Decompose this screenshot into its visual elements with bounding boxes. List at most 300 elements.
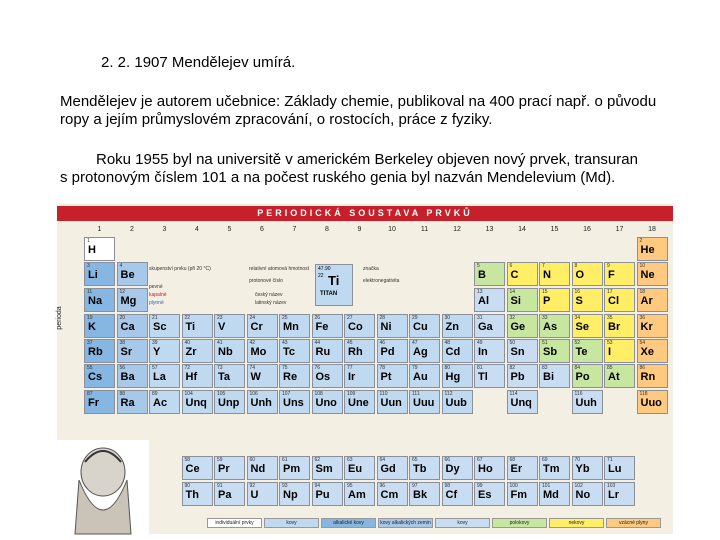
element-number: 63 xyxy=(347,457,353,463)
element-cell-sn xyxy=(507,339,538,363)
element-number: 32 xyxy=(509,315,516,321)
element-cell-th xyxy=(182,482,213,506)
element-symbol: Uno xyxy=(315,397,337,409)
element-cell-c xyxy=(507,262,538,286)
element-number: 92 xyxy=(249,483,256,489)
element-symbol: Sm xyxy=(315,463,333,475)
element-number: 64 xyxy=(379,457,386,463)
element-symbol: Np xyxy=(283,489,298,501)
element-number: 48 xyxy=(444,340,451,346)
element-number: 56 xyxy=(119,365,126,371)
element-number: 62 xyxy=(314,457,321,463)
element-number: 35 xyxy=(607,315,613,321)
group-header-15: 15 xyxy=(550,226,559,233)
element-symbol: Pb xyxy=(510,371,525,383)
element-cell-ca xyxy=(117,314,148,338)
element-cell-mn xyxy=(279,314,310,338)
element-cell-tb xyxy=(409,456,440,480)
element-symbol: Si xyxy=(510,295,521,307)
group-header-1: 1 xyxy=(97,226,102,233)
element-symbol: Cr xyxy=(250,321,263,333)
element-cell-hg xyxy=(442,364,473,388)
element-symbol: Fe xyxy=(315,321,329,333)
element-cell-nb xyxy=(214,339,245,363)
element-cell-sm xyxy=(312,456,343,480)
element-symbol: N xyxy=(543,269,551,281)
element-symbol: C xyxy=(510,269,519,281)
element-symbol: Une xyxy=(348,397,369,409)
element-cell-lr xyxy=(604,482,635,506)
element-cell-bi xyxy=(539,364,570,388)
element-symbol: Er xyxy=(510,463,523,475)
element-number: 65 xyxy=(412,457,418,463)
element-number: 10 xyxy=(639,263,646,269)
element-cell-lu xyxy=(604,456,635,480)
key-symbol-label: značka xyxy=(363,266,379,272)
element-cell-k xyxy=(84,314,115,338)
element-number: 61 xyxy=(282,457,288,463)
element-number: 36 xyxy=(639,315,646,321)
group-header-8: 8 xyxy=(325,226,329,233)
element-cell-f xyxy=(604,262,635,286)
element-number: 87 xyxy=(87,391,93,397)
element-number: 52 xyxy=(574,340,581,346)
element-symbol: I xyxy=(608,346,612,358)
element-number: 23 xyxy=(217,315,223,321)
element-symbol: Ne xyxy=(640,269,655,281)
element-symbol: Tc xyxy=(283,346,296,358)
element-number: 95 xyxy=(347,483,353,489)
element-symbol: Pu xyxy=(315,489,330,501)
element-number: 51 xyxy=(542,340,548,346)
element-number: 100 xyxy=(509,483,518,489)
group-header-4: 4 xyxy=(195,226,199,233)
element-symbol: Unq xyxy=(185,397,207,409)
element-symbol: Rb xyxy=(88,346,103,358)
element-cell-ce xyxy=(182,456,213,480)
element-cell-co xyxy=(344,314,375,338)
key-solid: pevné xyxy=(149,284,163,290)
element-cell-uuu xyxy=(409,390,440,414)
element-number: 37 xyxy=(87,340,93,346)
element-symbol: At xyxy=(608,371,620,383)
element-number: 58 xyxy=(184,457,191,463)
element-cell-ho xyxy=(474,456,505,480)
element-cell-pb xyxy=(507,364,538,388)
element-cell-in xyxy=(474,339,505,363)
element-symbol: Uuu xyxy=(413,397,435,409)
element-number: 12 xyxy=(119,289,126,295)
element-symbol: Sb xyxy=(543,346,558,358)
element-cell-ar xyxy=(637,288,668,312)
legend-item: individuální prvky xyxy=(207,518,262,528)
element-symbol: Cu xyxy=(413,321,428,333)
element-symbol: Am xyxy=(348,489,366,501)
element-symbol: Ga xyxy=(478,321,493,333)
element-number: 99 xyxy=(477,483,483,489)
element-cell-uuo xyxy=(637,390,668,414)
paragraph-2-line-2: s protonovým číslem 101 a na počest ruského genia byl nazván Mendelevium (Md). xyxy=(60,169,616,186)
element-number: 45 xyxy=(347,340,353,346)
element-cell-s xyxy=(572,288,603,312)
element-symbol: Hf xyxy=(185,371,198,383)
element-cell-pa xyxy=(214,482,245,506)
element-number: 5 xyxy=(477,263,480,269)
element-symbol: Fr xyxy=(88,397,99,409)
element-cell-tl xyxy=(474,364,505,388)
element-cell-ti xyxy=(182,314,213,338)
element-number: 33 xyxy=(542,315,548,321)
element-cell-ta xyxy=(214,364,245,388)
element-number: 82 xyxy=(509,365,516,371)
element-number: 31 xyxy=(477,315,483,321)
element-number: 98 xyxy=(444,483,451,489)
element-number: 118 xyxy=(639,391,648,397)
element-cell-er xyxy=(507,456,538,480)
element-number: 97 xyxy=(412,483,418,489)
element-symbol: Tl xyxy=(478,371,488,383)
element-cell-unq xyxy=(182,390,213,414)
element-symbol: B xyxy=(478,269,486,281)
element-cell-rn xyxy=(637,364,668,388)
element-cell-ba xyxy=(117,364,148,388)
key-liquid: kapalné xyxy=(149,292,167,298)
element-number: 1 xyxy=(87,238,90,244)
element-symbol: Mo xyxy=(250,346,267,358)
element-cell-rh xyxy=(344,339,375,363)
element-symbol: Es xyxy=(478,489,492,501)
element-symbol: Be xyxy=(120,269,135,281)
element-symbol: W xyxy=(250,371,261,383)
element-symbol: Ac xyxy=(153,397,168,409)
element-symbol: Br xyxy=(608,321,621,333)
element-symbol: Co xyxy=(348,321,363,333)
key-example-cell xyxy=(315,264,353,306)
element-number: 19 xyxy=(87,315,93,321)
element-number: 103 xyxy=(607,483,616,489)
element-cell-ir xyxy=(344,364,375,388)
element-cell-pt xyxy=(377,364,408,388)
legend-item: kovy xyxy=(264,518,319,528)
element-symbol: As xyxy=(543,321,558,333)
element-symbol: Ir xyxy=(348,371,356,383)
element-symbol: Rh xyxy=(348,346,363,358)
element-cell-i xyxy=(604,339,635,363)
element-number: 90 xyxy=(184,483,191,489)
element-number: 55 xyxy=(87,365,93,371)
element-number: 101 xyxy=(542,483,551,489)
element-cell-as xyxy=(539,314,570,338)
element-symbol: U xyxy=(250,489,259,501)
element-number: 105 xyxy=(217,391,226,397)
element-symbol: Al xyxy=(478,295,489,307)
element-symbol: Ni xyxy=(380,321,392,333)
element-cell-cs xyxy=(84,364,115,388)
element-cell-ac xyxy=(149,390,180,414)
element-symbol: Uun xyxy=(380,397,402,409)
element-symbol: Os xyxy=(315,371,331,383)
element-cell-os xyxy=(312,364,343,388)
element-number: 91 xyxy=(217,483,223,489)
element-symbol: Cm xyxy=(380,489,399,501)
element-symbol: Zr xyxy=(185,346,197,358)
element-number: 78 xyxy=(379,365,386,371)
element-symbol: Bi xyxy=(543,371,554,383)
group-header-14: 14 xyxy=(518,226,526,233)
element-number: 14 xyxy=(509,289,516,295)
element-cell-o xyxy=(572,262,603,286)
element-symbol: Ti xyxy=(185,321,196,333)
element-symbol: Pa xyxy=(218,489,232,501)
key-electronegativity: elektronegativita xyxy=(363,278,400,284)
element-symbol: Ho xyxy=(478,463,493,475)
element-cell-he xyxy=(637,237,668,261)
element-symbol: Nb xyxy=(218,346,233,358)
date-line: 2. 2. 1907 Mendělejev umírá. xyxy=(101,54,296,71)
legend-item: nekovy xyxy=(549,518,604,528)
element-symbol: No xyxy=(575,489,591,501)
element-number: 2 xyxy=(639,238,643,244)
element-cell-sc xyxy=(149,314,180,338)
key-example-mass: 47.90 xyxy=(318,266,331,272)
element-number: 47 xyxy=(412,340,418,346)
element-number: 26 xyxy=(314,315,321,321)
element-cell-tm xyxy=(539,456,570,480)
element-symbol: Th xyxy=(185,489,199,501)
element-cell-pr xyxy=(214,456,245,480)
element-number: 110 xyxy=(379,391,388,397)
element-symbol: Pd xyxy=(380,346,395,358)
element-symbol: Ta xyxy=(218,371,231,383)
element-number: 54 xyxy=(639,340,646,346)
element-cell-si xyxy=(507,288,538,312)
element-symbol: La xyxy=(153,371,166,383)
element-cell-hf xyxy=(182,364,213,388)
element-cell-np xyxy=(279,482,310,506)
element-cell-zn xyxy=(442,314,473,338)
legend-item: polokovy xyxy=(492,518,547,528)
element-cell-mo xyxy=(247,339,278,363)
element-number: 79 xyxy=(412,365,418,371)
element-number: 72 xyxy=(184,365,191,371)
element-symbol: Li xyxy=(88,269,98,281)
element-cell-dy xyxy=(442,456,473,480)
element-number: 70 xyxy=(574,457,581,463)
element-cell-ru xyxy=(312,339,343,363)
element-number: 108 xyxy=(314,391,323,397)
element-cell-te xyxy=(572,339,603,363)
element-cell-rb xyxy=(84,339,115,363)
mendeleev-portrait xyxy=(57,440,149,534)
element-number: 57 xyxy=(152,365,158,371)
element-number: 73 xyxy=(217,365,223,371)
element-symbol: Uub xyxy=(445,397,467,409)
element-symbol: Sn xyxy=(510,346,525,358)
element-cell-la xyxy=(149,364,180,388)
element-symbol: Ce xyxy=(185,463,200,475)
element-cell-nd xyxy=(247,456,278,480)
element-symbol: Hg xyxy=(445,371,461,383)
element-cell-uun xyxy=(377,390,408,414)
element-number: 34 xyxy=(574,315,581,321)
element-cell-na xyxy=(84,288,115,312)
period-label: perioda xyxy=(56,306,63,330)
element-symbol: Rn xyxy=(640,371,656,383)
element-symbol: Uuo xyxy=(640,397,662,409)
element-number: 77 xyxy=(347,365,353,371)
element-cell-uno xyxy=(312,390,343,414)
element-number: 84 xyxy=(574,365,581,371)
element-cell-po xyxy=(572,364,603,388)
periodic-table-image xyxy=(57,204,673,534)
element-number: 85 xyxy=(607,365,613,371)
element-cell-ne xyxy=(637,262,668,286)
element-cell-p xyxy=(539,288,570,312)
key-state-label: skupenství prvku (při 20 °C) xyxy=(149,266,211,272)
group-header-5: 5 xyxy=(227,226,232,233)
element-symbol: Cd xyxy=(445,346,461,358)
element-number: 6 xyxy=(509,263,513,269)
element-number: 7 xyxy=(542,263,545,269)
element-symbol: Sr xyxy=(120,346,133,358)
element-cell-cd xyxy=(442,339,473,363)
element-symbol: Pm xyxy=(283,463,301,475)
group-header-18: 18 xyxy=(648,226,656,233)
group-header-3: 3 xyxy=(162,226,167,233)
element-symbol: Ru xyxy=(315,346,331,358)
element-symbol: Kr xyxy=(640,321,653,333)
element-cell-h xyxy=(84,237,115,261)
element-number: 66 xyxy=(444,457,451,463)
element-symbol: Re xyxy=(283,371,298,383)
element-number: 94 xyxy=(314,483,321,489)
element-number: 28 xyxy=(379,315,386,321)
element-number: 116 xyxy=(574,391,583,397)
element-number: 76 xyxy=(314,365,321,371)
element-symbol: Y xyxy=(153,346,161,358)
element-cell-at xyxy=(604,364,635,388)
group-header-16: 16 xyxy=(583,226,591,233)
element-number: 11 xyxy=(87,289,93,295)
element-number: 111 xyxy=(412,391,420,397)
element-symbol: Uuh xyxy=(575,397,597,409)
element-cell-v xyxy=(214,314,245,338)
element-cell-ge xyxy=(507,314,538,338)
element-number: 21 xyxy=(152,315,158,321)
element-cell-eu xyxy=(344,456,375,480)
element-cell-cf xyxy=(442,482,473,506)
element-cell-kr xyxy=(637,314,668,338)
element-number: 109 xyxy=(347,391,356,397)
element-number: 40 xyxy=(184,340,191,346)
legend-item: kovy alkalických zemin xyxy=(378,518,433,528)
element-number: 8 xyxy=(574,263,578,269)
element-symbol: Mn xyxy=(283,321,299,333)
element-symbol: P xyxy=(543,295,551,307)
element-number: 93 xyxy=(282,483,288,489)
element-symbol: Ba xyxy=(120,371,135,383)
element-number: 114 xyxy=(509,391,518,397)
element-symbol: Se xyxy=(575,321,589,333)
element-symbol: Mg xyxy=(120,295,137,307)
group-header-7: 7 xyxy=(292,226,297,233)
element-symbol: Pt xyxy=(380,371,392,383)
element-symbol: Dy xyxy=(445,463,460,475)
element-cell-md xyxy=(539,482,570,506)
element-cell-be xyxy=(117,262,148,286)
element-number: 43 xyxy=(282,340,288,346)
element-symbol: Ra xyxy=(120,397,135,409)
element-cell-sb xyxy=(539,339,570,363)
group-header-6: 6 xyxy=(260,226,264,233)
key-example-symbol: Ti xyxy=(328,273,340,288)
element-cell-cm xyxy=(377,482,408,506)
key-gas: plynné xyxy=(149,300,164,306)
element-cell-xe xyxy=(637,339,668,363)
element-symbol: Ge xyxy=(510,321,526,333)
element-number: 25 xyxy=(282,315,288,321)
element-symbol: Lr xyxy=(608,489,619,501)
element-symbol: Zn xyxy=(445,321,459,333)
element-cell-ag xyxy=(409,339,440,363)
element-symbol: Nd xyxy=(250,463,266,475)
element-number: 9 xyxy=(607,263,610,269)
element-cell-es xyxy=(474,482,505,506)
group-header-10: 10 xyxy=(388,226,396,233)
element-cell-gd xyxy=(377,456,408,480)
paragraph-1-line-2: ropy a jejím průmyslovém zpracování, o rostocích, práce z fyziky. xyxy=(60,111,493,128)
element-number: 60 xyxy=(249,457,256,463)
element-cell-pd xyxy=(377,339,408,363)
element-cell-no xyxy=(572,482,603,506)
group-header-13: 13 xyxy=(485,226,494,233)
element-cell-re xyxy=(279,364,310,388)
element-number: 106 xyxy=(249,391,258,397)
key-example-number: 22 xyxy=(318,273,324,279)
element-cell-ga xyxy=(474,314,505,338)
element-number: 69 xyxy=(542,457,548,463)
element-cell-zr xyxy=(182,339,213,363)
element-symbol: O xyxy=(575,269,585,281)
element-number: 67 xyxy=(477,457,483,463)
element-number: 42 xyxy=(249,340,256,346)
element-number: 96 xyxy=(379,483,386,489)
element-symbol: Eu xyxy=(348,463,363,475)
element-number: 22 xyxy=(184,315,191,321)
element-cell-au xyxy=(409,364,440,388)
element-symbol: Au xyxy=(413,371,428,383)
element-symbol: Xe xyxy=(640,346,654,358)
element-cell-cr xyxy=(247,314,278,338)
element-symbol: Ag xyxy=(413,346,428,358)
element-number: 81 xyxy=(477,365,483,371)
element-cell-ni xyxy=(377,314,408,338)
element-cell-uub xyxy=(442,390,473,414)
element-cell-u xyxy=(247,482,278,506)
element-symbol: Md xyxy=(543,489,559,501)
element-symbol: Lu xyxy=(608,463,622,475)
element-number: 53 xyxy=(607,340,613,346)
element-symbol: V xyxy=(218,321,226,333)
element-cell-uns xyxy=(279,390,310,414)
element-number: 74 xyxy=(249,365,256,371)
element-number: 18 xyxy=(639,289,646,295)
element-number: 16 xyxy=(574,289,581,295)
element-cell-fr xyxy=(84,390,115,414)
element-cell-b xyxy=(474,262,505,286)
legend-item: kovy xyxy=(435,518,490,528)
element-symbol: Sc xyxy=(153,321,167,333)
